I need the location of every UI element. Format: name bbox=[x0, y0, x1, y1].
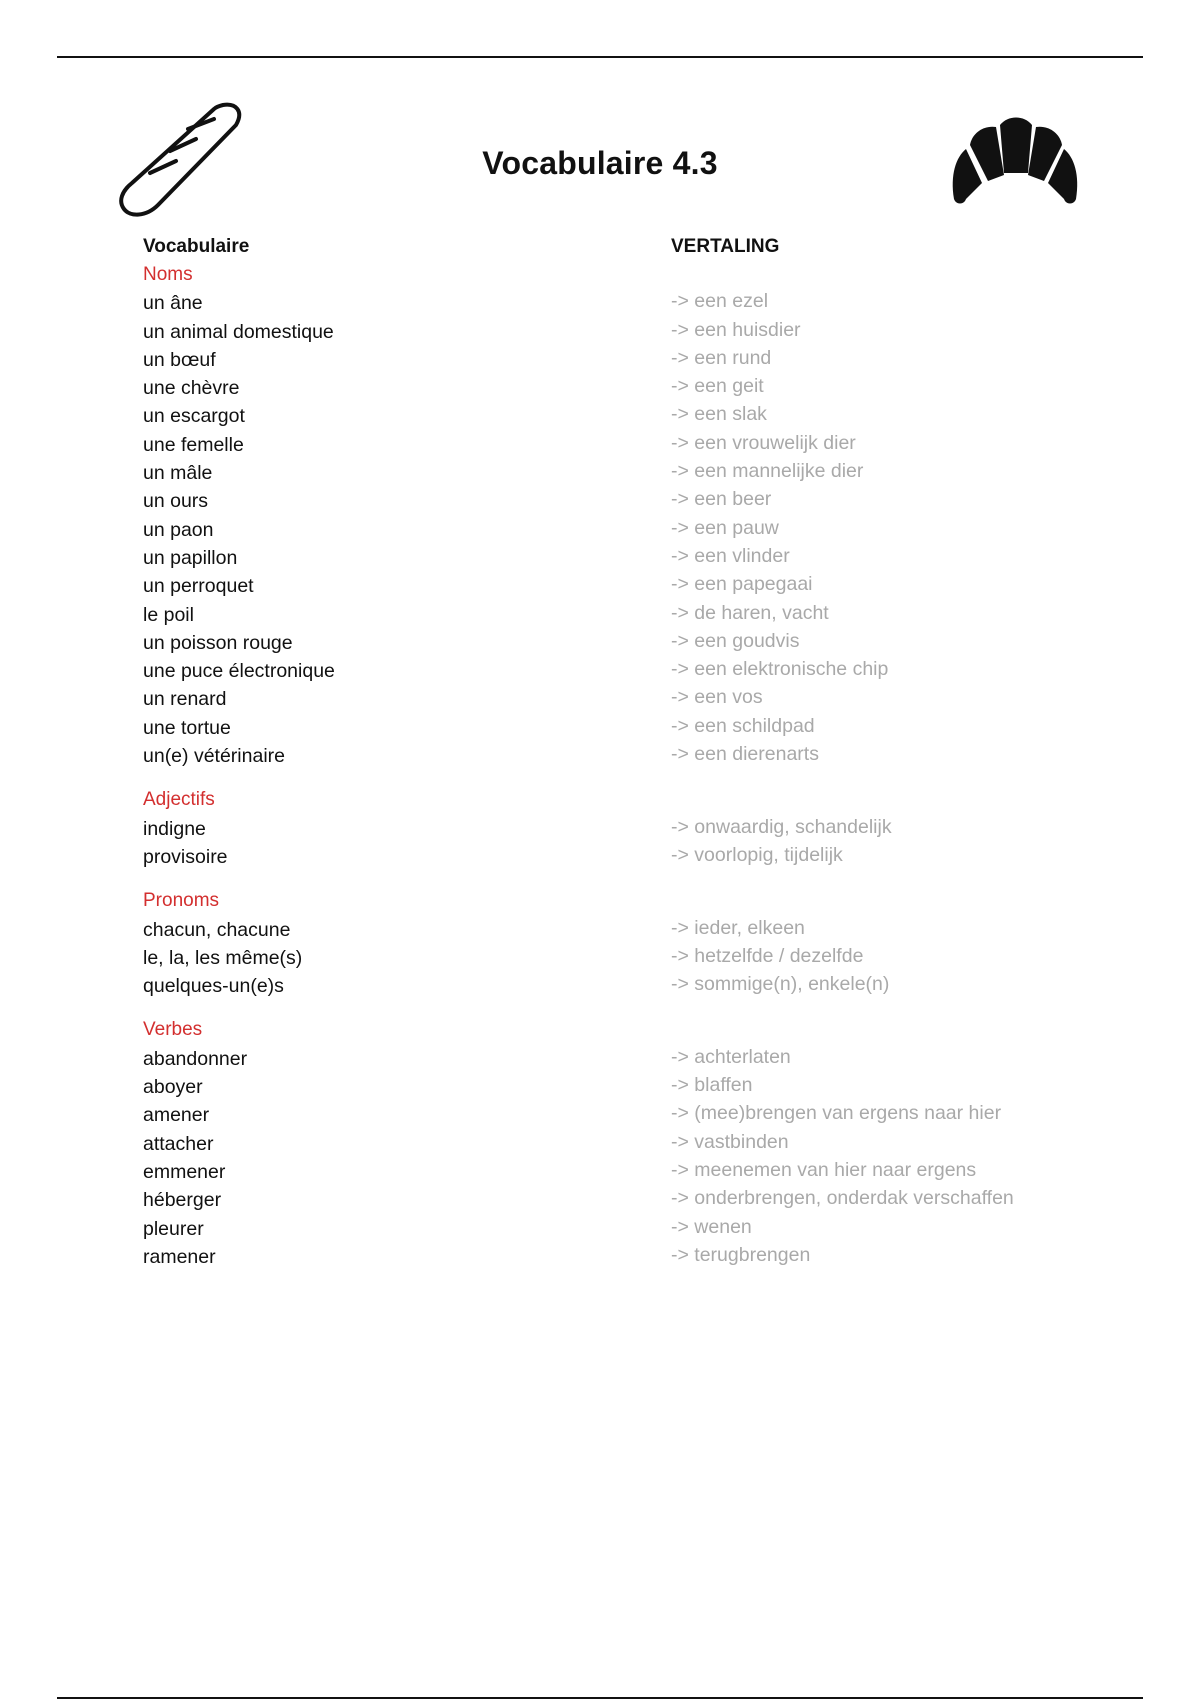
section-verbes bbox=[143, 1016, 1093, 1271]
section-pronoms bbox=[143, 887, 1093, 1000]
vocab-row bbox=[143, 629, 1093, 657]
vocab-row bbox=[143, 487, 1093, 515]
dutch-translation: -> de haren, vacht bbox=[671, 601, 829, 624]
vocab-row bbox=[143, 714, 1093, 742]
french-term: une tortue bbox=[143, 716, 231, 739]
section-title: Verbes bbox=[143, 1019, 203, 1041]
french-term: une femelle bbox=[143, 433, 244, 456]
dutch-translation: -> onderbrengen, onderdak verschaffen bbox=[671, 1187, 1014, 1210]
vocab-row bbox=[143, 685, 1093, 713]
section-title: Noms bbox=[143, 264, 193, 285]
page-title: Vocabulaire 4.3 bbox=[482, 145, 718, 181]
french-term: un bœuf bbox=[143, 348, 216, 371]
dutch-translation: -> een slak bbox=[671, 403, 767, 426]
dutch-translation: -> onwaardig, schandelijk bbox=[671, 815, 892, 838]
section-title: Adjectifs bbox=[143, 789, 215, 811]
french-term: un renard bbox=[143, 688, 227, 711]
dutch-translation: -> een mannelijke dier bbox=[671, 460, 864, 483]
sections-container bbox=[143, 261, 1093, 1271]
vocab-row bbox=[143, 1243, 1093, 1271]
french-term: un escargot bbox=[143, 405, 245, 428]
vocab-row bbox=[143, 516, 1093, 544]
dutch-translation: -> ieder, elkeen bbox=[671, 916, 805, 939]
french-term: amener bbox=[143, 1104, 210, 1127]
french-term: un mâle bbox=[143, 462, 213, 485]
vocab-row bbox=[143, 1186, 1093, 1214]
french-term: emmener bbox=[143, 1160, 226, 1183]
vocab-row bbox=[143, 843, 1093, 871]
dutch-translation: -> een goudvis bbox=[671, 629, 800, 652]
french-term: une chèvre bbox=[143, 377, 240, 400]
section-adjectifs bbox=[143, 786, 1093, 871]
dutch-translation: -> sommige(n), enkele(n) bbox=[671, 973, 890, 996]
dutch-translation: -> hetzelfde / dezelfde bbox=[671, 944, 864, 967]
dutch-translation: -> een vrouwelijk dier bbox=[671, 431, 856, 454]
french-term: le poil bbox=[143, 603, 194, 626]
vocab-row bbox=[143, 601, 1093, 629]
dutch-translation: -> een schildpad bbox=[671, 714, 815, 737]
french-term: pleurer bbox=[143, 1217, 204, 1240]
dutch-translation: -> achterlaten bbox=[671, 1045, 791, 1068]
section-noms bbox=[143, 261, 1093, 770]
dutch-translation: -> een huisdier bbox=[671, 318, 801, 341]
top-rule bbox=[57, 56, 1143, 58]
dutch-translation: -> een elektronische chip bbox=[671, 658, 889, 681]
page-header bbox=[0, 95, 1200, 220]
vocab-row bbox=[143, 657, 1093, 685]
french-term: un perroquet bbox=[143, 575, 254, 598]
vocab-row bbox=[143, 318, 1093, 346]
french-term: héberger bbox=[143, 1189, 222, 1212]
dutch-translation: -> een pauw bbox=[671, 516, 779, 539]
vocab-row bbox=[143, 289, 1093, 317]
dutch-translation: -> een ezel bbox=[671, 290, 769, 313]
dutch-translation: -> blaffen bbox=[671, 1074, 753, 1097]
dutch-translation: -> een rund bbox=[671, 346, 772, 369]
vocab-row bbox=[143, 742, 1093, 770]
dutch-translation: -> (mee)brengen van ergens naar hier bbox=[671, 1102, 1002, 1125]
bottom-rule bbox=[57, 1697, 1143, 1699]
vocab-row bbox=[143, 431, 1093, 459]
dutch-translation: -> een papegaai bbox=[671, 573, 813, 596]
french-term: attacher bbox=[143, 1132, 214, 1155]
french-term: un âne bbox=[143, 292, 203, 315]
french-term: chacun, chacune bbox=[143, 918, 291, 941]
french-term: indigne bbox=[143, 817, 206, 840]
dutch-translation: -> terugbrengen bbox=[671, 1243, 811, 1266]
vocab-row bbox=[143, 944, 1093, 972]
dutch-translation: -> een vos bbox=[671, 686, 763, 709]
vocab-row bbox=[143, 1158, 1093, 1186]
vocab-row bbox=[143, 544, 1093, 572]
french-term: ramener bbox=[143, 1245, 216, 1268]
french-term: le, la, les même(s) bbox=[143, 946, 303, 969]
column-headings bbox=[143, 233, 1093, 261]
french-term: une puce électronique bbox=[143, 660, 335, 683]
vocab-row bbox=[143, 972, 1093, 1000]
dutch-translation: -> een beer bbox=[671, 488, 772, 511]
vocab-row bbox=[143, 1101, 1093, 1129]
vocab-row bbox=[143, 1073, 1093, 1101]
french-term: un poisson rouge bbox=[143, 631, 293, 654]
french-term: un ours bbox=[143, 490, 209, 513]
french-term: un papillon bbox=[143, 546, 238, 569]
french-term: quelques-un(e)s bbox=[143, 975, 284, 998]
dutch-translation: -> voorlopig, tijdelijk bbox=[671, 843, 843, 866]
french-term: un animal domestique bbox=[143, 320, 334, 343]
dutch-translation: -> een dierenarts bbox=[671, 743, 819, 766]
vocab-row bbox=[143, 374, 1093, 402]
vocab-row bbox=[143, 402, 1093, 430]
vocab-row bbox=[143, 346, 1093, 374]
vocab-row bbox=[143, 572, 1093, 600]
column-heading-translation: VERTALING bbox=[671, 236, 780, 257]
dutch-translation: -> vastbinden bbox=[671, 1130, 789, 1153]
dutch-translation: -> meenemen van hier naar ergens bbox=[671, 1158, 977, 1181]
vocab-row bbox=[143, 1045, 1093, 1073]
section-title: Pronoms bbox=[143, 890, 220, 912]
dutch-translation: -> wenen bbox=[671, 1215, 752, 1238]
french-term: un paon bbox=[143, 518, 214, 541]
vocab-row bbox=[143, 916, 1093, 944]
french-term: provisoire bbox=[143, 845, 228, 868]
french-term: un(e) vétérinaire bbox=[143, 745, 285, 768]
vocab-row bbox=[143, 459, 1093, 487]
croissant-icon bbox=[950, 113, 1080, 208]
french-term: aboyer bbox=[143, 1076, 203, 1099]
dutch-translation: -> een vlinder bbox=[671, 544, 790, 567]
vocabulary-list bbox=[143, 233, 1093, 1271]
vocab-row bbox=[143, 815, 1093, 843]
vocab-row bbox=[143, 1130, 1093, 1158]
dutch-translation: -> een geit bbox=[671, 375, 764, 398]
french-term: abandonner bbox=[143, 1047, 248, 1070]
vocab-row bbox=[143, 1215, 1093, 1243]
column-heading-vocabulary: Vocabulaire bbox=[143, 236, 250, 257]
